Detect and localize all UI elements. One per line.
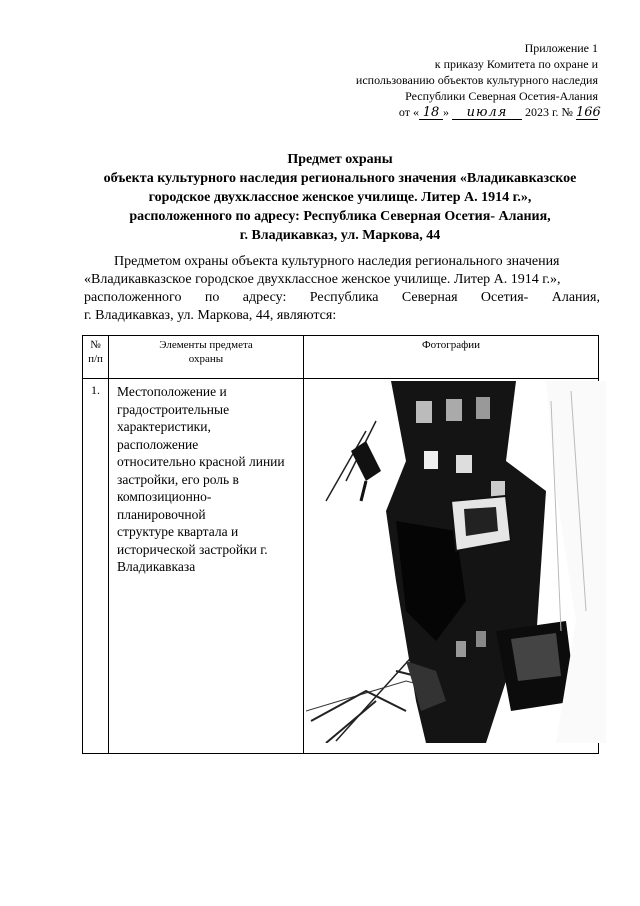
title-line-5: г. Владикавказ, ул. Маркова, 44 (239, 228, 441, 243)
title-line-4: расположенного по адресу: Республика Северная Осетия- Алания, (129, 209, 551, 224)
desc-line: градостроительные (117, 401, 230, 417)
header-elements-line-1: Элементы предмета (159, 339, 253, 351)
desc-line: Местоположение и (117, 384, 227, 399)
header-photos: Фотографии (304, 336, 599, 379)
desc-line: планировочной (117, 506, 206, 522)
desc-line: характеристики, (117, 419, 211, 434)
intro-word: расположенного (84, 290, 182, 305)
header-number (83, 336, 109, 379)
table-row (83, 379, 599, 754)
desc-line: исторической застройки г. (117, 541, 268, 557)
document-title (60, 150, 620, 245)
desc-line: Владикавказа (117, 559, 196, 574)
protection-table (82, 335, 599, 754)
date-mid: » (442, 105, 449, 119)
row-photo-cell (304, 379, 599, 754)
appendix-line-4: Республики Северная Осетия-Алания (405, 89, 598, 103)
desc-line: расположение (117, 436, 199, 452)
intro-word: Осетия- (480, 290, 529, 305)
date-month-handwritten: июля (452, 107, 522, 120)
header-elements (109, 336, 304, 379)
appendix-date-line (298, 104, 601, 120)
date-year: 2023 г. № (524, 105, 573, 119)
street-photo-image (306, 381, 606, 743)
appendix-header (298, 40, 601, 120)
intro-word: Республика (309, 290, 379, 305)
intro-word: Алания, (551, 290, 600, 305)
table-header-row (83, 336, 599, 379)
appendix-line-3: использованию объектов культурного наследия (355, 73, 598, 87)
intro-line-2: «Владикавказское городское двухклассное женское училище. Литер А. 1914 г.», (84, 272, 561, 287)
desc-line: композиционно- (117, 489, 212, 504)
order-number-handwritten: 166 (576, 105, 601, 120)
desc-line: структуре квартала и (117, 524, 239, 539)
intro-word: Северная (401, 290, 458, 305)
title-line-2: объекта культурного наследия регионального значения «Владикавказское (103, 171, 577, 186)
intro-line-3 (84, 289, 600, 307)
intro-word: адресу: (242, 290, 287, 305)
title-line-1: Предмет охраны (287, 152, 393, 167)
appendix-line-1: Приложение 1 (524, 41, 598, 55)
date-day-handwritten: 18 (419, 107, 443, 120)
intro-line-1: Предметом охраны объекта культурного наследия регионального значения (114, 254, 560, 269)
header-number-line-2: п/п (88, 353, 103, 365)
appendix-line-2: к приказу Комитета по охране и (434, 57, 598, 71)
intro-word: по (204, 290, 220, 305)
row-description (109, 379, 304, 754)
intro-paragraph (84, 253, 600, 325)
desc-line: относительно красной линии (117, 454, 285, 469)
row-number: 1. (83, 379, 109, 754)
header-elements-line-2: охраны (188, 353, 224, 365)
title-line-3: городское двухклассное женское училище. Литер А. 1914 г.», (148, 190, 532, 205)
intro-line-4: г. Владикавказ, ул. Маркова, 44, являются: (84, 308, 337, 323)
header-number-line-1: № (90, 339, 101, 351)
date-prefix: от « (398, 105, 419, 119)
desc-line: застройки, его роль в (117, 471, 239, 487)
